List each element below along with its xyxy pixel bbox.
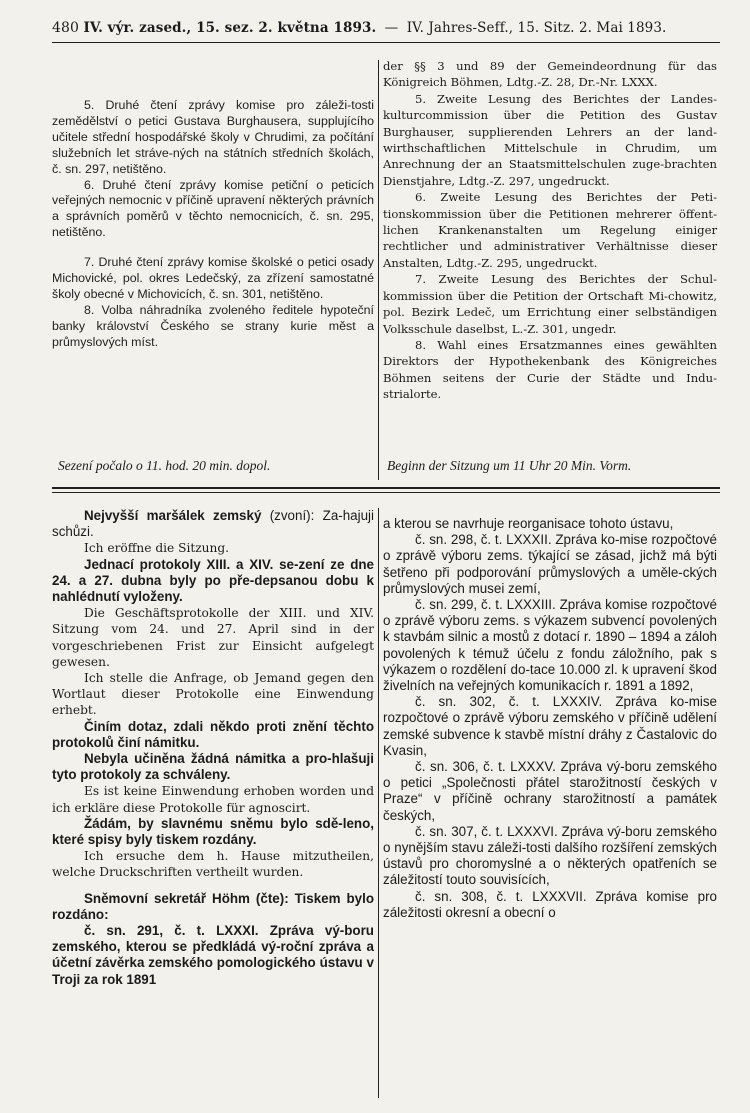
speaker-paragraph xyxy=(52,508,374,540)
proceedings-left xyxy=(52,508,374,988)
german-paragraph: Ich stelle die Anfrage, ob Jemand gegen den Wortlaut dieser Protokolle eine Einwendung erhebt. xyxy=(52,671,374,718)
header-rule xyxy=(52,42,720,43)
agenda-de-item: der §§ 3 und 89 der Gemeindeordnung für das Königreich Böhmen, Ldtg.-Z. 28, Dr.-Nr. LXXX. xyxy=(383,59,717,90)
agenda-cz-item: 8. Volba náhradníka zvoleného ředitele hypoteční banky království Českého se strany kurie měst a průmyslových míst. xyxy=(52,302,374,349)
page-number: 480 xyxy=(52,20,80,36)
header-german: IV. Jahres-Seff., 15. Sitz. 2. Mai 1893. xyxy=(406,20,667,36)
czech-paragraph: č. sn. 306, č. t. LXXXV. Zpráva vý-boru zemského o petici „Společnosti přátel starožitností českých v Praze“ v příčině ochrany starožitností a památek českých, xyxy=(383,759,717,823)
czech-paragraph: č. sn. 307, č. t. LXXXVI. Zpráva vý-boru zemského o nynějším stavu záleži-tosti dalšího rozšíření zemských ústavů pro choromyslné a o některých opatřeních se záležitostí touto souvisících, xyxy=(383,823,717,888)
agenda-cz-item: 6. Druhé čtení zprávy komise petiční o peticích veřejných nemocnic v příčině upravení některých právních a správních poměrů v těchto nemocnicích, č. sn. 295, netištěno. xyxy=(52,177,374,240)
czech-paragraph: č. sn. 298, č. t. LXXXII. Zpráva ko-mise rozpočtové o zprávě výboru zems. týkající se zásad, jichž má býti šetřeno při podporování průmyslových a uměle-ckých průmyslových musei zemí, xyxy=(383,532,717,596)
speaker-text: (čte): Tiskem bylo rozdáno: xyxy=(52,890,374,922)
speaker-name: Nejvyšší maršálek zemský xyxy=(84,508,262,523)
agenda-german xyxy=(383,58,717,403)
header-separator: — xyxy=(384,20,399,36)
czech-paragraph: Činím dotaz, zdali někdo proti znění těchto protokolů činí námitku. xyxy=(52,718,374,750)
german-paragraph: Es ist keine Einwendung erhoben worden und ich erkläre diese Protokolle für agnoscirt. xyxy=(52,784,374,815)
agenda-de-item: 7. Zweite Lesung des Berichtes der Schul-kommission über die Petition der Ortschaft Mi-chowitz, pol. Bezirk Ledeč, um Errichtung einer selbständigen Volksschule daselbst, L.-Z. 301, ungedr. xyxy=(383,272,717,336)
czech-paragraph: Žádám, by slavnému sněmu bylo sdě-leno, které spisy byly tiskem rozdány. xyxy=(52,815,374,848)
agenda-de-item: 5. Zweite Lesung des Berichtes der Landes-kulturcommission über die Petition des Gustav Burghauser, supplierenden Lehrers an der land-wirthschaftlichen Mittelschule in Chrudim, um Anrechnung der an Staatsmittelschulen zuge-brachten Dienstjahre, Ldtg.-Z. 297, ungedruckt. xyxy=(383,91,717,188)
agenda-cz-item: 7. Druhé čtení zprávy komise školské o petici osady Michovické, pol. okres Ledečský, za zřízení samostatné školy obecné v Michovicích, č. sn. 301, netištěno. xyxy=(52,255,374,301)
section-rule-thick xyxy=(52,487,720,489)
page-header xyxy=(52,20,720,36)
agenda-de-item: 6. Zweite Lesung des Berichtes der Peti-tionskommission über die Petitionen mehrerer öffent-lichen Krankenanstalten um Regelung einiger rechtlicher und administrativer Verhältnisse dieser Anstalten, Ldtg.-Z. 295, ungedruckt. xyxy=(383,190,717,270)
speaker-text: (zvoní): Za-hajuji schůzi. xyxy=(52,508,374,540)
session-start-czech: Sezení počalo o 11. hod. 20 min. dopol. xyxy=(58,458,271,473)
agenda-de-item: 8. Wahl eines Ersatzmannes eines gewählten Direktors der Hypothekenbank des Königreiches Böhmen seitens der Curie der Städte und Indu-strialorte. xyxy=(383,337,717,402)
section-rule-thin xyxy=(52,492,720,493)
session-start-german: Beginn der Sitzung um 11 Uhr 20 Min. Vorm. xyxy=(387,458,632,473)
agenda-cz-item: 5. Druhé čtení zprávy komise pro záleži-tosti zemědělství o petici Gustava Burghausera, supplujícího učitele střední hospodářské školy v Chrudimi, za počítání služebních let stráve-ných na státních středních školách, č. sn. 297, netištěno. xyxy=(52,98,374,176)
column-divider-bottom xyxy=(378,508,379,1098)
speaker-name: Sněmovní sekretář Höhm xyxy=(84,890,250,906)
german-paragraph: Die Geschäftsprotokolle der XIII. und XIV. Sitzung vom 24. und 27. April sind in der vorgeschriebenen Frist zur Einsicht aufgelegt gewesen. xyxy=(52,606,374,669)
czech-paragraph: a kterou se navrhuje reorganisace tohoto ústavu, xyxy=(383,516,674,531)
czech-paragraph: Jednací protokoly XIII. a XIV. se-zení ze dne 24. a 27. dubna byly po pře-depsanou dobu k nahlédnutí vyloženy. xyxy=(52,556,374,605)
column-divider-top xyxy=(378,60,379,480)
agenda-czech xyxy=(52,98,374,351)
proceedings-right xyxy=(383,516,717,921)
czech-paragraph: č. sn. 291, č. t. LXXXI. Zpráva vý-boru zemského, kterou se předkládá vý-roční zpráva a účetní závěrka zemského pomologického ústavu v Troji za rok 1891 xyxy=(52,923,374,987)
czech-paragraph: Nebyla učiněna žádná námitka a pro-hlašuji tyto protokoly za schváleny. xyxy=(52,751,374,783)
german-paragraph: Ich eröffne die Sitzung. xyxy=(84,541,230,556)
czech-paragraph: č. sn. 299, č. t. LXXXIII. Zpráva komise rozpočtové o zprávě výboru zems. s výkazem subvencí povolených k stavbám silnic a mostů z dotací r. 1890 – 1894 a záloh povolených k témuž účelu z fondu záložního, pak s výkazem o rozdělení do-tace 10.000 zl. k upravení škod živelních na veřejných komunikacích r. 1891 a 1892, xyxy=(383,597,717,694)
header-czech: IV. výr. zased., 15. sez. 2. května 1893. xyxy=(83,20,377,36)
czech-paragraph: č. sn. 302, č. t. LXXXIV. Zpráva ko-mise rozpočtové o zprávě výboru zemského v příčině udělení zemské subvence k stavbě místní dráhy z Častalovic do Kvasin, xyxy=(383,694,717,758)
german-paragraph: Ich ersuche dem h. Hause mitzutheilen, welche Druckschriften vertheilt wurden. xyxy=(52,849,374,880)
speaker-paragraph xyxy=(52,891,374,923)
czech-paragraph: č. sn. 308, č. t. LXXXVII. Zpráva komise pro záležitosti okresní a obecní o xyxy=(383,888,717,920)
